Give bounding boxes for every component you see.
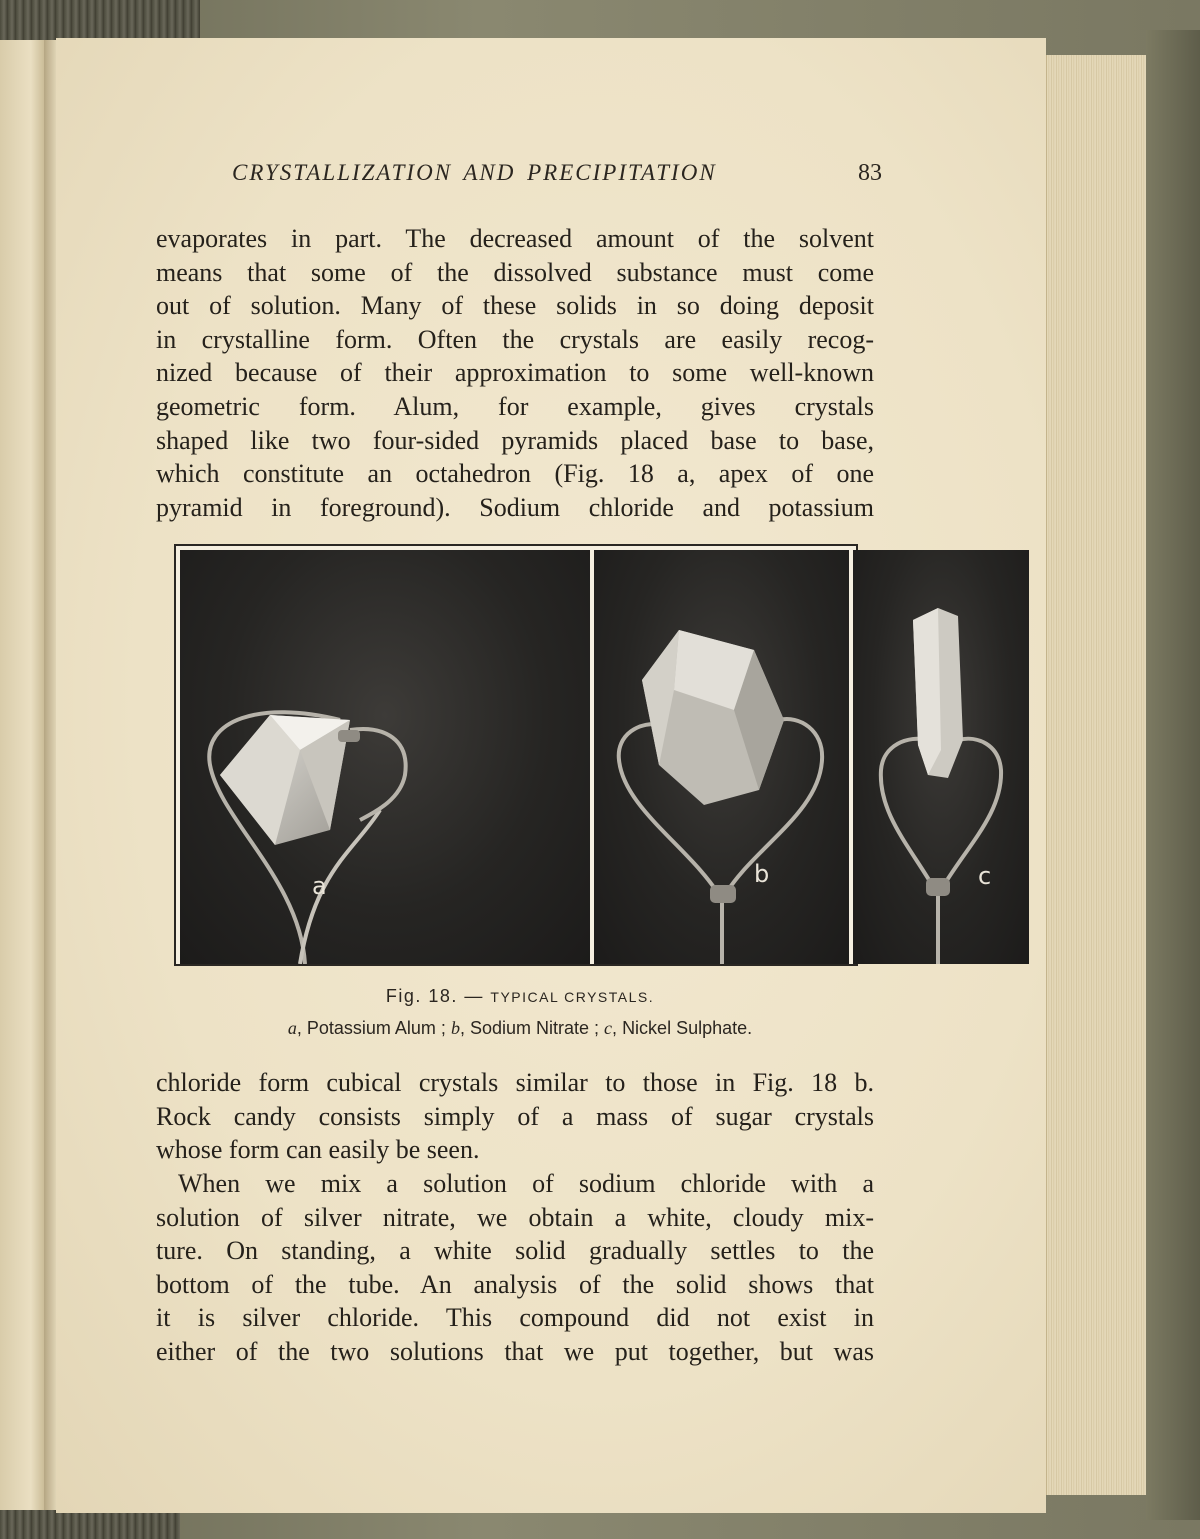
text-line: pyramid in foreground). Sodium chloride and potassium: [156, 492, 874, 522]
text-line: out of solution. Many of these solids in so doing deposit: [156, 291, 874, 321]
page-block-edges: [1046, 55, 1147, 1495]
figure-18-photograph: [174, 544, 992, 966]
text-line: bottom of the tube. An analysis of the solid shows that: [156, 1269, 874, 1299]
text-line: whose form can easily be seen.: [156, 1135, 480, 1165]
page-number: 83: [858, 160, 882, 186]
potassium-alum-crystal-illustration: [180, 550, 590, 964]
figure-caption-title: [200, 986, 840, 1014]
panel-label-a: a: [312, 872, 327, 900]
sodium-nitrate-crystal-illustration: [594, 550, 849, 964]
text-line: in crystalline form. Often the crystals are easily recog-: [156, 324, 874, 354]
panel-label-c: c: [978, 862, 992, 890]
text-line: either of the two solutions that we put together, but was: [156, 1336, 874, 1366]
paragraph-1: [156, 222, 874, 524]
caption-letter-b: b: [450, 1018, 460, 1038]
text-line: it is silver chloride. This compound did not exist in: [156, 1303, 874, 1333]
text-line: solution of silver nitrate, we obtain a white, cloudy mix-: [156, 1202, 874, 1232]
paragraph-3: [156, 1167, 874, 1369]
text-line: means that some of the dissolved substance must come: [156, 257, 874, 287]
text-line: ture. On standing, a white solid gradually settles to the: [156, 1236, 874, 1266]
caption-letter-a: a: [287, 1018, 297, 1038]
text-line: chloride form cubical crystals similar to those in Fig. 18 b.: [156, 1068, 874, 1097]
text-line: nized because of their approximation to some well-known: [156, 358, 874, 388]
panel-label-b: b: [754, 860, 770, 888]
text-line: which constitute an octahedron (Fig. 18 a, apex of one: [156, 459, 874, 489]
caption-item-a: Potassium Alum ;: [306, 1018, 446, 1038]
paragraph-2: [156, 1066, 874, 1167]
text-line: geometric form. Alum, for example, gives crystals: [156, 391, 874, 421]
caption-item-c: Nickel Sulphate.: [622, 1018, 753, 1038]
crystal-panel-c: [853, 550, 1029, 964]
left-page-edge: [0, 40, 46, 1510]
caption-item-b: Sodium Nitrate ;: [469, 1018, 600, 1038]
text-line: Rock candy consists simply of a mass of sugar crystals: [156, 1101, 874, 1131]
nickel-sulphate-crystal-illustration: [853, 550, 1029, 964]
caption-letter-c: c: [604, 1018, 613, 1038]
text-line: evaporates in part. The decreased amount of the solvent: [156, 224, 874, 253]
figure-caption-prefix: Fig. 18. —: [385, 986, 484, 1006]
text-line: shaped like two four-sided pyramids placed base to base,: [156, 425, 874, 455]
cover-edge: [1146, 30, 1200, 1520]
crystal-panel-a: [180, 550, 590, 964]
running-head: CRYSTALLIZATION AND PRECIPITATION: [232, 160, 717, 185]
figure-caption-legend: a, Potassium Alum ; b, Sodium Nitrate ; c, Nickel Sulphate.: [287, 1018, 753, 1038]
crystal-panel-b: [594, 550, 849, 964]
figure-caption-heading: TYPICAL CRYSTALS.: [490, 989, 655, 1005]
text-line: When we mix a solution of sodium chloride with a: [178, 1169, 874, 1198]
